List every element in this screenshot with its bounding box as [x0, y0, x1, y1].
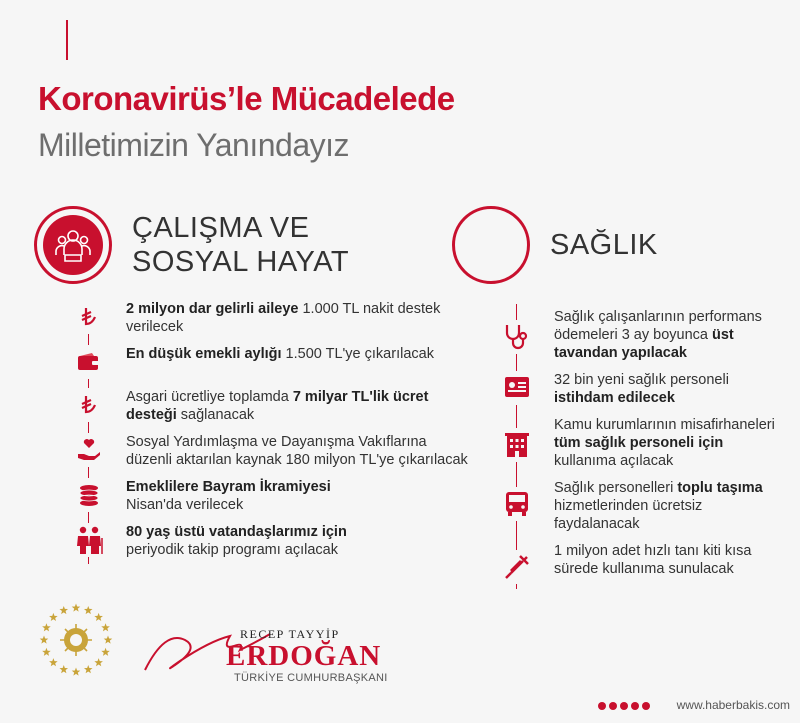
- seal-star: [42, 623, 51, 631]
- footer-dots: [598, 702, 650, 710]
- wallet-icon: [68, 345, 110, 379]
- list-item: [496, 371, 776, 407]
- seal-star: [72, 604, 81, 612]
- coins-icon: [68, 478, 110, 512]
- president-last-name: ERDOĞAN: [226, 640, 382, 672]
- item-text: Nisan'da verilecek: [126, 497, 244, 513]
- section-title-work-line2: SOSYAL HAYAT: [132, 246, 350, 278]
- health-measures-list: [496, 300, 776, 593]
- seal-star: [101, 648, 110, 656]
- list-item: [68, 433, 468, 469]
- item-text: sağlanacak: [176, 407, 255, 423]
- item-text: Sağlık çalışanlarının performans ödemeleri 3 ay boyunca: [554, 309, 762, 343]
- president-title: TÜRKİYE CUMHURBAŞKANI: [234, 672, 388, 684]
- item-text: kullanıma açılacak: [554, 453, 674, 469]
- item-bold: 80 yaş üstü vatandaşlarımız için: [126, 524, 347, 540]
- list-item: [68, 478, 468, 514]
- item-bold: Emeklilere Bayram İkramiyesi: [126, 479, 331, 495]
- item-bold: toplu taşıma: [677, 480, 763, 496]
- item-text: Sosyal Yardımlaşma ve Dayanışma Vakıflarına düzenli aktarılan kaynak 180 milyon TL'ye çıkarılacak: [126, 434, 468, 468]
- list-item: [496, 479, 776, 533]
- seal-star: [59, 606, 68, 614]
- stethoscope-icon: [496, 320, 538, 354]
- hand-heart-icon: [68, 433, 110, 467]
- seal-star: [104, 636, 113, 644]
- seal-star: [72, 668, 81, 676]
- work-measures-list: [68, 300, 468, 568]
- dot: [631, 702, 639, 710]
- list-item: [68, 345, 468, 379]
- seal-star: [94, 613, 103, 621]
- list-item: [68, 523, 468, 559]
- workers-group-icon: [34, 206, 112, 284]
- item-bold: 7 milyar TL'lik ücret desteği: [126, 389, 429, 423]
- building-icon: [496, 428, 538, 462]
- section-header-work: [34, 206, 349, 284]
- item-text: Sağlık personelleri: [554, 480, 678, 496]
- list-item: [496, 542, 776, 584]
- section-title-health: SAĞLIK: [550, 229, 658, 261]
- item-bold: 2 milyon dar gelirli aileye: [126, 301, 299, 317]
- staff-badge-icon: [496, 371, 538, 405]
- dot: [642, 702, 650, 710]
- top-divider: [66, 20, 68, 60]
- item-text: 1.500 TL'ye çıkarılacak: [281, 346, 434, 362]
- seal-star: [42, 648, 51, 656]
- item-bold: üst tavandan yapılacak: [554, 327, 734, 361]
- dot: [620, 702, 628, 710]
- list-item: [68, 300, 468, 336]
- seal-star: [101, 623, 110, 631]
- seal-star: [59, 665, 68, 673]
- lira-icon: [68, 300, 110, 334]
- item-bold: tüm sağlık personeli için: [554, 435, 724, 451]
- section-header-health: [452, 206, 658, 284]
- item-bold: istihdam edilecek: [554, 390, 675, 406]
- president-first-name: RECEP TAYYİP: [240, 627, 340, 641]
- list-item: [68, 388, 468, 424]
- item-text: 1.000 TL nakit destek verilecek: [126, 301, 441, 335]
- bus-icon: [496, 487, 538, 521]
- dot: [609, 702, 617, 710]
- item-text: 32 bin yeni sağlık personeli: [554, 372, 729, 388]
- footer-url: www.haberbakis.com: [676, 698, 790, 712]
- elderly-couple-icon: [68, 523, 110, 557]
- presidential-seal-icon: [36, 600, 116, 685]
- lira-icon: [68, 388, 110, 422]
- item-text: 1 milyon adet hızlı tanı kiti kısa sürede kullanıma sunulacak: [554, 543, 752, 577]
- seal-star: [94, 658, 103, 666]
- section-title-work-line1: ÇALIŞMA VE: [132, 212, 310, 244]
- item-text: Asgari ücretliye toplamda: [126, 389, 293, 405]
- seal-star: [49, 613, 58, 621]
- seal-star: [49, 658, 58, 666]
- seal-star: [84, 665, 93, 673]
- item-bold: En düşük emekli aylığı: [126, 346, 282, 362]
- syringe-icon: [496, 550, 538, 584]
- dot: [598, 702, 606, 710]
- list-item: [496, 308, 776, 362]
- list-item: [496, 416, 776, 470]
- item-text: hizmetlerinden ücretsiz faydalanacak: [554, 498, 703, 532]
- page-title: Koronavirüs’le Mücadelede: [38, 80, 455, 117]
- seal-star: [40, 636, 49, 644]
- seal-star: [84, 606, 93, 614]
- item-text: Kamu kurumlarının misafirhaneleri: [554, 417, 775, 433]
- item-text: periyodik takip programı açılacak: [126, 542, 338, 558]
- page-subtitle: Milletimizin Yanındayız: [38, 127, 349, 163]
- red-crescent-icon: [452, 206, 530, 284]
